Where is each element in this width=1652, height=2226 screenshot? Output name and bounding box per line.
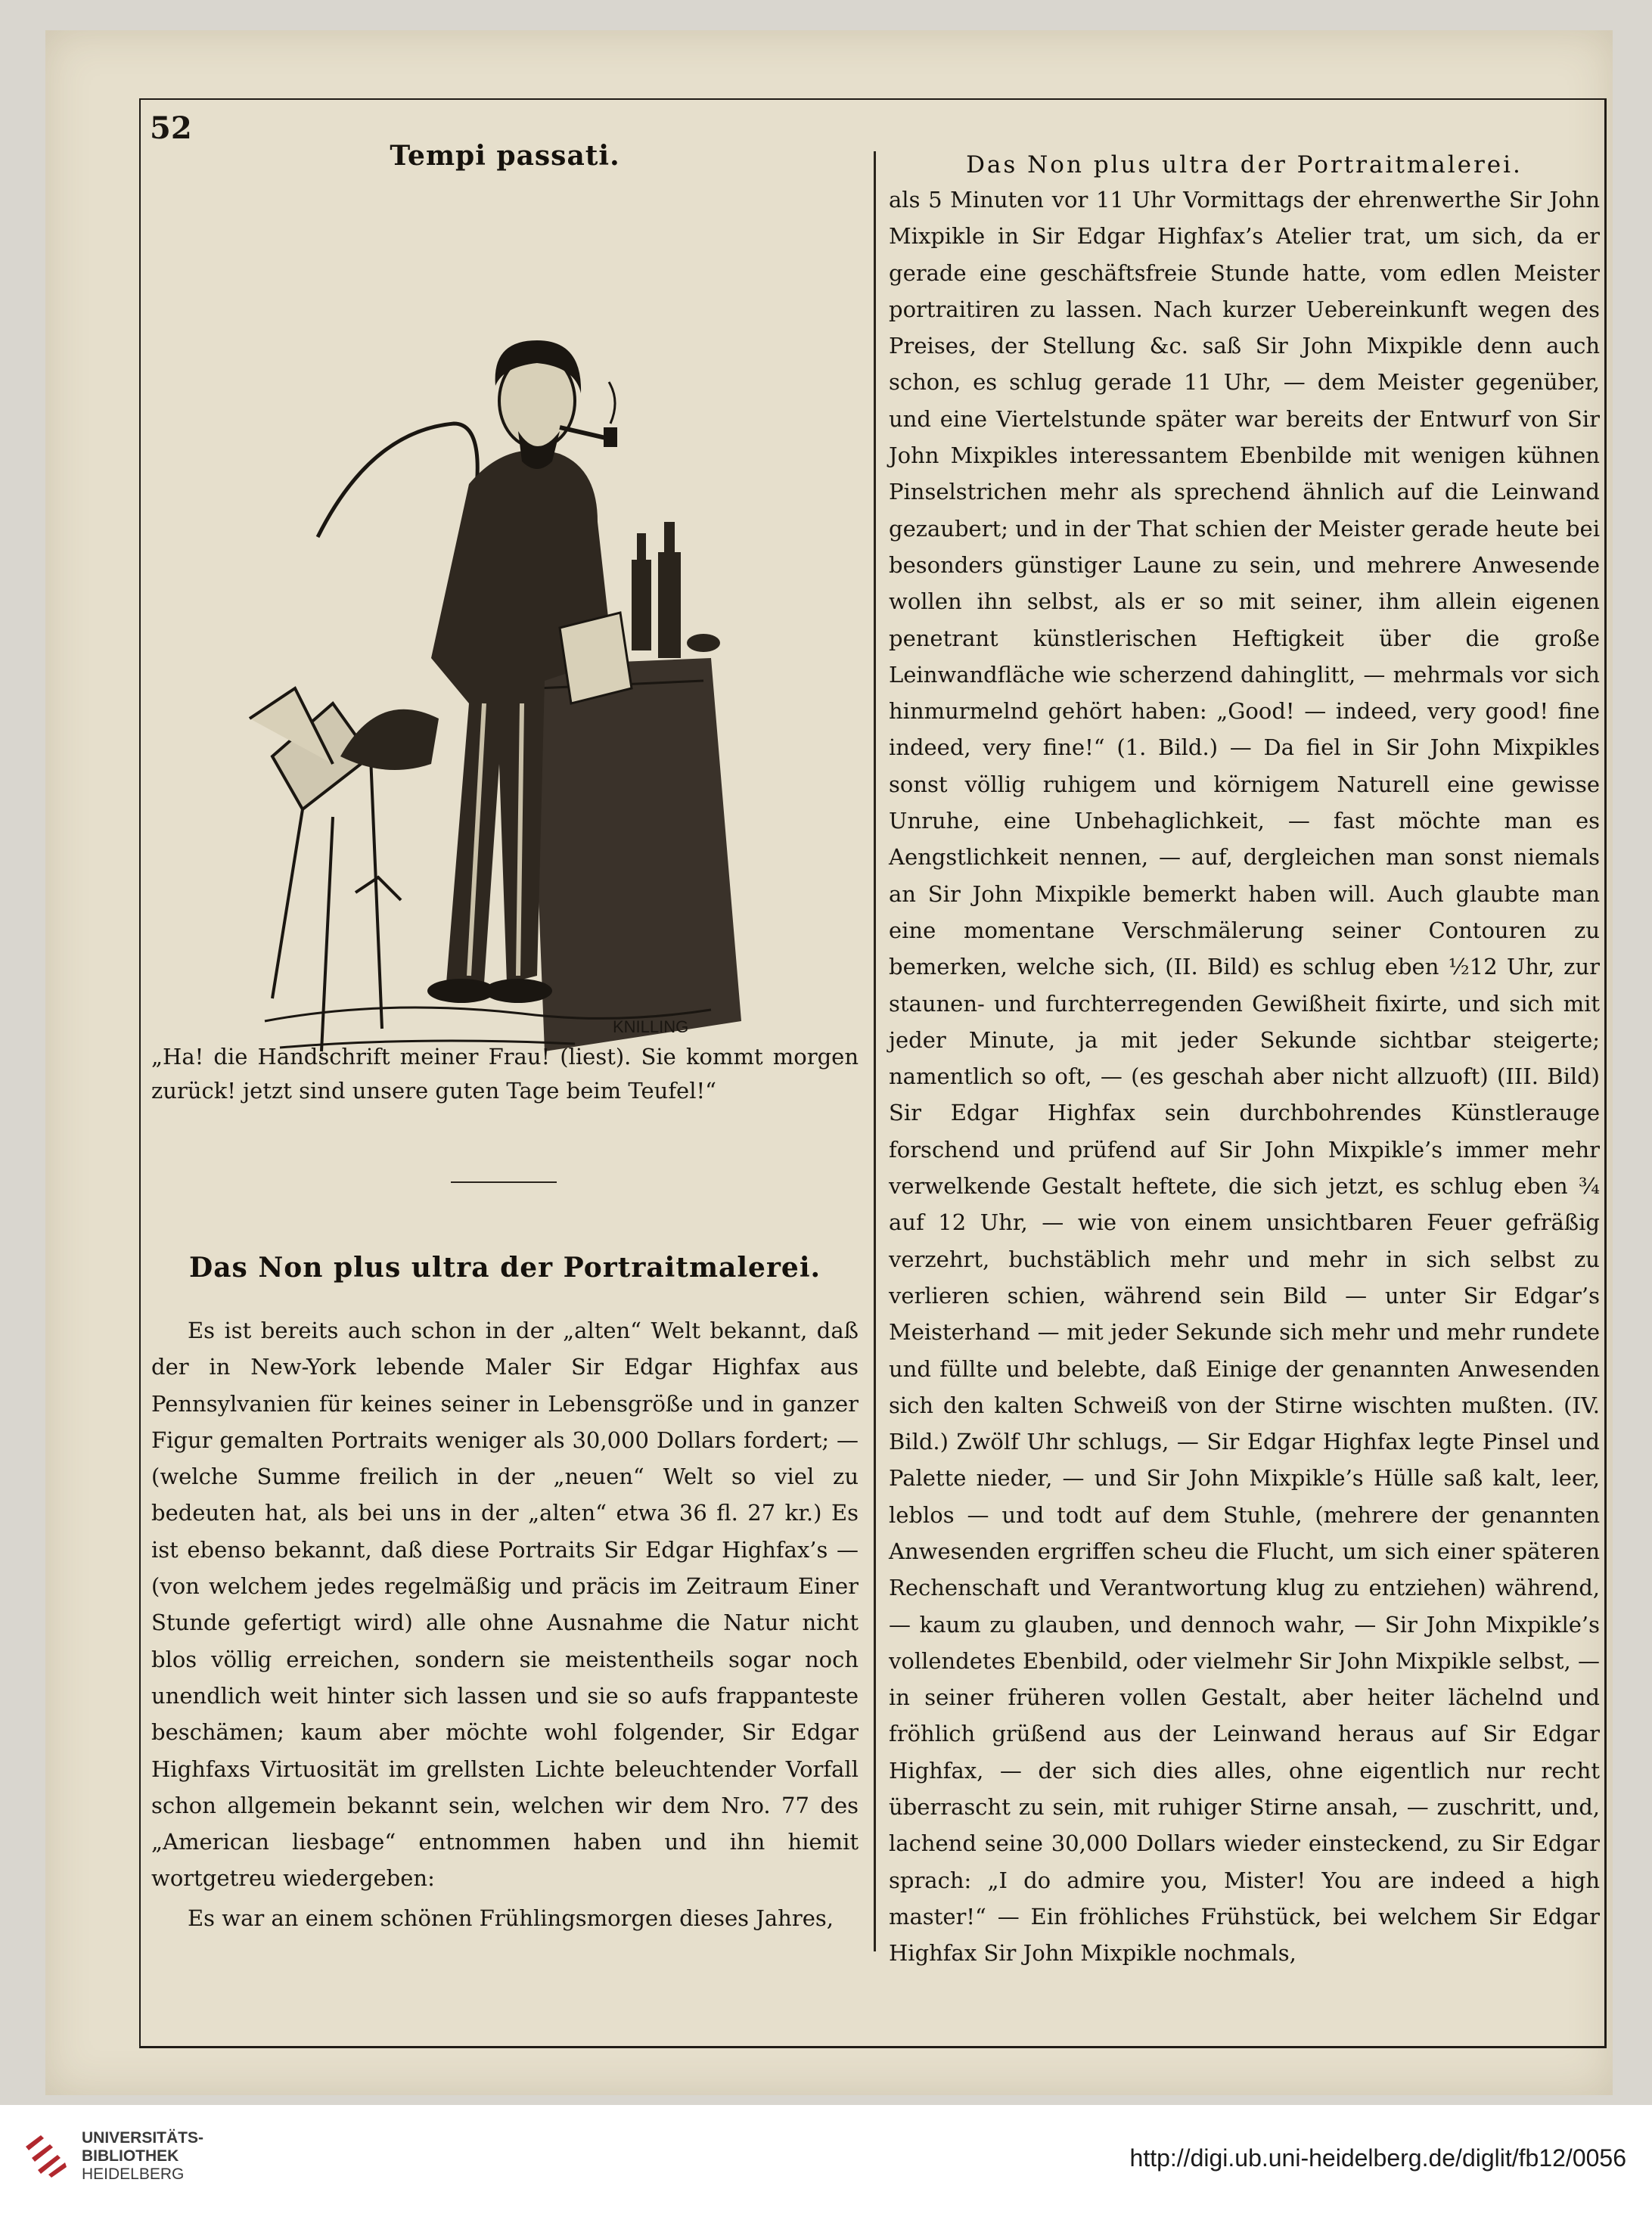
left-article-body <box>151 1312 859 1936</box>
library-name-line: HEIDELBERG <box>82 2165 185 2183</box>
right-column <box>889 151 1600 1972</box>
section-divider <box>451 1181 557 1183</box>
article-continuation: als 5 Minuten vor 11 Uhr Vormittags der ehrenwerthe Sir John Mixpikle in Sir Edgar Highfax’s Atelier trat, um sich, da er gerade eine geschäftsfreie Stunde hatte, vom edlen Meister portraitiren zu lassen. Nach kurzer Uebereinkunft wegen des Preises, der Stellung &c. saß Sir John Mixpikle denn auch schon, es schlug gerade 11 Uhr, — dem Meister gegenüber, und eine Viertelstunde später war bereits der Entwurf von Sir John Mixpikles interessantem Ebenbilde mit wenigen kühnen Pinselstrichen mehr als sprechend ähnlich auf die Leinwand gezaubert; und in der That schien der Meister gerade heute bei besonders günstiger Laune zu sein, und mehrere Anwesende wollen ihn selbst, als er so mit seiner, ihm allein eigenen penetrant künstlerischen Heftigkeit über die große Leinwandfläche wie scherzend dahinglitt, — mehrmals vor sich hinmurmelnd gehört haben: „Good! — indeed, very good! fine indeed, very fine!“ (1. Bild.) — Da fiel in Sir John Mixpikles sonst völlig ruhigem und körnigem Naturell eine gewisse Unruhe, eine Unbehaglichkeit, — fast möchte man es Aengstlichkeit nennen, — auf, dergleichen man sonst niemals an Sir John Mixpikle bemerkt haben will. Auch glaubte man eine momentane Verschmälerung seiner Contouren zu bemerken, welche sich, (II. Bild) es schlug eben ½12 Uhr, zur staunen- und furchterregenden Gewißheit fixirte, und sich mit jeder Minute, ja mit jeder Sekunde sichtbar steigerte; namentlich so oft, — (es geschah aber nicht allzuoft) (III. Bild) Sir Edgar Highfax sein durchbohrendes Künstlerauge forschend und prüfend auf Sir John Mixpikle’s immer mehr verwelkende Gestalt heftete, die sich jetzt, es schlug eben ¾ auf 12 Uhr, — wie von einem unsichtbaren Feuer gefräßig verzehrt, buchstäblich mehr und mehr in sich selbst zu verlieren schien, während sein Bild — unter Sir Edgar’s Meisterhand — mit jeder Sekunde sich mehr und mehr rundete und füllte und belebte, daß Einige der genannten Anwesenden sich den kalten Schweiß von der Stirne wischten mußten. (IV. Bild.) Zwölf Uhr schlugs, — Sir Edgar Highfax legte Pinsel und Palette nieder, — und Sir John Mixpikle’s Hülle saß kalt, leer, leblos — und todt auf dem Stuhle, (mehrere der genannten Anwesenden ergriffen scheu die Flucht, um sich einer späteren Rechenschaft und Verantwortung klug zu entziehen) während, — kaum zu glauben, und dennoch wahr, — Sir John Mixpikle’s vollendetes Ebenbild, oder vielmehr Sir John Mixpikle selbst, — in seiner früheren vollen Gestalt, aber heiter lächelnd und fröhlich grüßend aus der Leinwand heraus auf Sir Edgar Highfax, — der sich dies alles, ohne eigentlich nur recht überrascht zu sein, mit ruhiger Stirne ansah, — zuschritt, und, lachend seine 30,000 Dollars wieder einsteckend, zu Sir Edgar sprach: „I do admire you, Mister! You are indeed a high master!“ — Ein fröhliches Frühstück, bei welchem Sir Edgar Highfax Sir John Mixpikle nochmals, <box>889 187 1600 1967</box>
permalink-url[interactable]: http://digi.ub.uni-heidelberg.de/diglit/fb12/0056 <box>1129 2144 1626 2172</box>
library-logo-icon[interactable] <box>18 2128 71 2181</box>
library-name-line: UNIVERSITÄTS- <box>82 2129 204 2147</box>
left-column <box>151 140 859 1931</box>
article-paragraph: Es war an einem schönen Frühlingsmorgen dieses Jahres, <box>188 1905 834 1931</box>
page-number: 52 <box>150 110 192 146</box>
viewer-footer <box>0 2105 1652 2226</box>
cartoon-caption: „Ha! die Handschrift meiner Frau! (liest). Sie kommt morgen zurück! jetzt sind unsere guten Tage beim Teufel!“ <box>151 1044 859 1104</box>
right-article-body <box>889 182 1600 1972</box>
library-name <box>82 2129 203 2184</box>
scanned-page <box>45 30 1613 2095</box>
illustration-signature: KNILLING <box>613 1017 689 1036</box>
running-title: Das Non plus ultra der Portraitmalerei. <box>966 151 1523 179</box>
cartoon-illustration <box>219 234 900 1104</box>
column-divider <box>874 151 876 1951</box>
article-heading: Das Non plus ultra der Portraitmalerei. <box>188 1252 821 1284</box>
article-paragraph: Es ist bereits auch schon in der „alten“ Welt bekannt, daß der in New-York lebende Maler Sir Edgar Highfax aus Pennsylvanien für keines seiner in Lebensgröße und in ganzer Figur gemalten Portraits weniger als 30,000 Dollars fordert; — (welche Summe freilich in der „neuen“ Welt so viel zu bedeuten hat, als bei uns in der „alten“ etwa 36 fl. 27 kr.) Es ist ebenso bekannt, daß diese Portraits Sir Edgar Highfax’s — (von welchem jedes regelmäßig und präcis im Zeitraum Einer Stunde gefertigt wird) alle ohne Ausnahme die Natur nicht blos völlig erreichen, sondern sie meistentheils sogar noch unendlich weit hinter sich lassen und sie so aufs frappanteste beschämen; kaum aber möchte wohl folgender, Sir Edgar Highfaxs Virtuosität im grellsten Lichte beleuchtender Vorfall schon allgemein bekannt sein, welchen wir dem Nro. 77 des „American liesbage“ entnommen haben und ihn hiemit wortgetreu wiedergeben: <box>151 1318 859 1892</box>
library-name-line: BIBLIOTHEK <box>82 2147 179 2165</box>
cartoon-title: Tempi passati. <box>390 140 620 172</box>
